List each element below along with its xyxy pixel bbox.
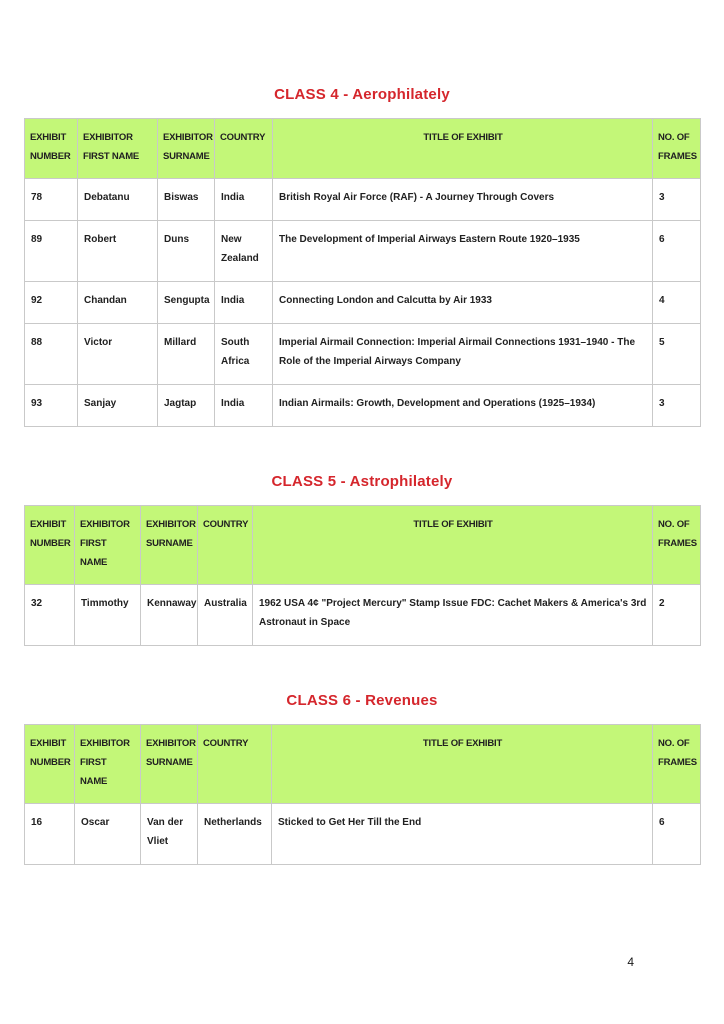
col-header-title: TITLE OF EXHIBIT: [253, 506, 653, 585]
col-header-title: TITLE OF EXHIBIT: [272, 725, 653, 804]
table-row: [25, 324, 701, 385]
cell-country: New Zealand: [215, 221, 273, 282]
col-header-surname: EXHIBITOR SURNAME: [141, 725, 198, 804]
section-class-4: [24, 86, 700, 427]
table-row: [25, 221, 701, 282]
col-header-first-name: EXHIBITOR FIRST NAME: [75, 506, 141, 585]
cell-exhibitor-first-name: Oscar: [75, 804, 141, 865]
table-row: [25, 282, 701, 324]
cell-exhibit-number: 92: [25, 282, 78, 324]
cell-exhibitor-surname: Van der Vliet: [141, 804, 198, 865]
cell-exhibitor-first-name: Timmothy: [75, 585, 141, 646]
col-header-surname: EXHIBITOR SURNAME: [141, 506, 198, 585]
cell-exhibitor-surname: Jagtap: [158, 385, 215, 427]
header-row: [25, 119, 701, 179]
cell-frames: 6: [653, 804, 701, 865]
cell-exhibit-number: 78: [25, 179, 78, 221]
cell-exhibit-title: Indian Airmails: Growth, Development and Operations (1925–1934): [273, 385, 653, 427]
cell-exhibitor-surname: Millard: [158, 324, 215, 385]
cell-exhibitor-first-name: Debatanu: [78, 179, 158, 221]
cell-exhibitor-surname: Duns: [158, 221, 215, 282]
cell-country: India: [215, 282, 273, 324]
cell-frames: 5: [653, 324, 701, 385]
cell-country: Australia: [198, 585, 253, 646]
header-row: [25, 506, 701, 585]
col-header-frames: NO. OF FRAMES: [653, 119, 701, 179]
cell-exhibit-title: 1962 USA 4¢ "Project Mercury" Stamp Issue FDC: Cachet Makers & America's 3rd Astronaut in Space: [253, 585, 653, 646]
col-header-surname: EXHIBITOR SURNAME: [158, 119, 215, 179]
exhibits-table-class-5: [24, 505, 701, 646]
cell-exhibitor-first-name: Sanjay: [78, 385, 158, 427]
table-row: [25, 804, 701, 865]
cell-exhibit-title: Connecting London and Calcutta by Air 1933: [273, 282, 653, 324]
cell-country: India: [215, 385, 273, 427]
section-title-class-6: CLASS 6 - Revenues: [286, 692, 438, 709]
cell-exhibitor-surname: Biswas: [158, 179, 215, 221]
cell-frames: 3: [653, 179, 701, 221]
section-class-5: [24, 473, 700, 646]
cell-exhibit-number: 89: [25, 221, 78, 282]
col-header-exhibit-number: EXHIBIT NUMBER: [25, 506, 75, 585]
cell-exhibit-number: 32: [25, 585, 75, 646]
col-header-country: COUNTRY: [198, 725, 272, 804]
col-header-country: COUNTRY: [215, 119, 273, 179]
cell-exhibitor-first-name: Victor: [78, 324, 158, 385]
col-header-frames: NO. OF FRAMES: [653, 506, 701, 585]
exhibits-table-class-6: [24, 724, 701, 865]
cell-country: Netherlands: [198, 804, 272, 865]
cell-exhibit-title: The Development of Imperial Airways Eastern Route 1920–1935: [273, 221, 653, 282]
cell-exhibitor-surname: Sengupta: [158, 282, 215, 324]
cell-exhibitor-surname: Kennaway: [141, 585, 198, 646]
cell-exhibit-title: British Royal Air Force (RAF) - A Journey Through Covers: [273, 179, 653, 221]
cell-frames: 2: [653, 585, 701, 646]
cell-country: South Africa: [215, 324, 273, 385]
section-title-class-4: CLASS 4 - Aerophilately: [274, 86, 450, 103]
cell-country: India: [215, 179, 273, 221]
table-row: [25, 385, 701, 427]
col-header-exhibit-number: EXHIBIT NUMBER: [25, 725, 75, 804]
cell-exhibitor-first-name: Robert: [78, 221, 158, 282]
col-header-first-name: EXHIBITOR FIRST NAME: [78, 119, 158, 179]
col-header-exhibit-number: EXHIBIT NUMBER: [25, 119, 78, 179]
col-header-title: TITLE OF EXHIBIT: [273, 119, 653, 179]
cell-exhibit-number: 88: [25, 324, 78, 385]
col-header-country: COUNTRY: [198, 506, 253, 585]
cell-exhibitor-first-name: Chandan: [78, 282, 158, 324]
table-row: [25, 179, 701, 221]
cell-exhibit-number: 93: [25, 385, 78, 427]
header-row: [25, 725, 701, 804]
cell-exhibit-title: Sticked to Get Her Till the End: [272, 804, 653, 865]
cell-frames: 6: [653, 221, 701, 282]
col-header-frames: NO. OF FRAMES: [653, 725, 701, 804]
cell-frames: 4: [653, 282, 701, 324]
cell-exhibit-title: Imperial Airmail Connection: Imperial Airmail Connections 1931–1940 - The Role of the Imperial Airways Company: [273, 324, 653, 385]
page-number: 4: [627, 955, 634, 969]
cell-frames: 3: [653, 385, 701, 427]
table-row: [25, 585, 701, 646]
cell-exhibit-number: 16: [25, 804, 75, 865]
section-title-class-5: CLASS 5 - Astrophilately: [271, 473, 453, 490]
col-header-first-name: EXHIBITOR FIRST NAME: [75, 725, 141, 804]
exhibits-table-class-4: [24, 118, 701, 427]
section-class-6: [24, 692, 700, 865]
